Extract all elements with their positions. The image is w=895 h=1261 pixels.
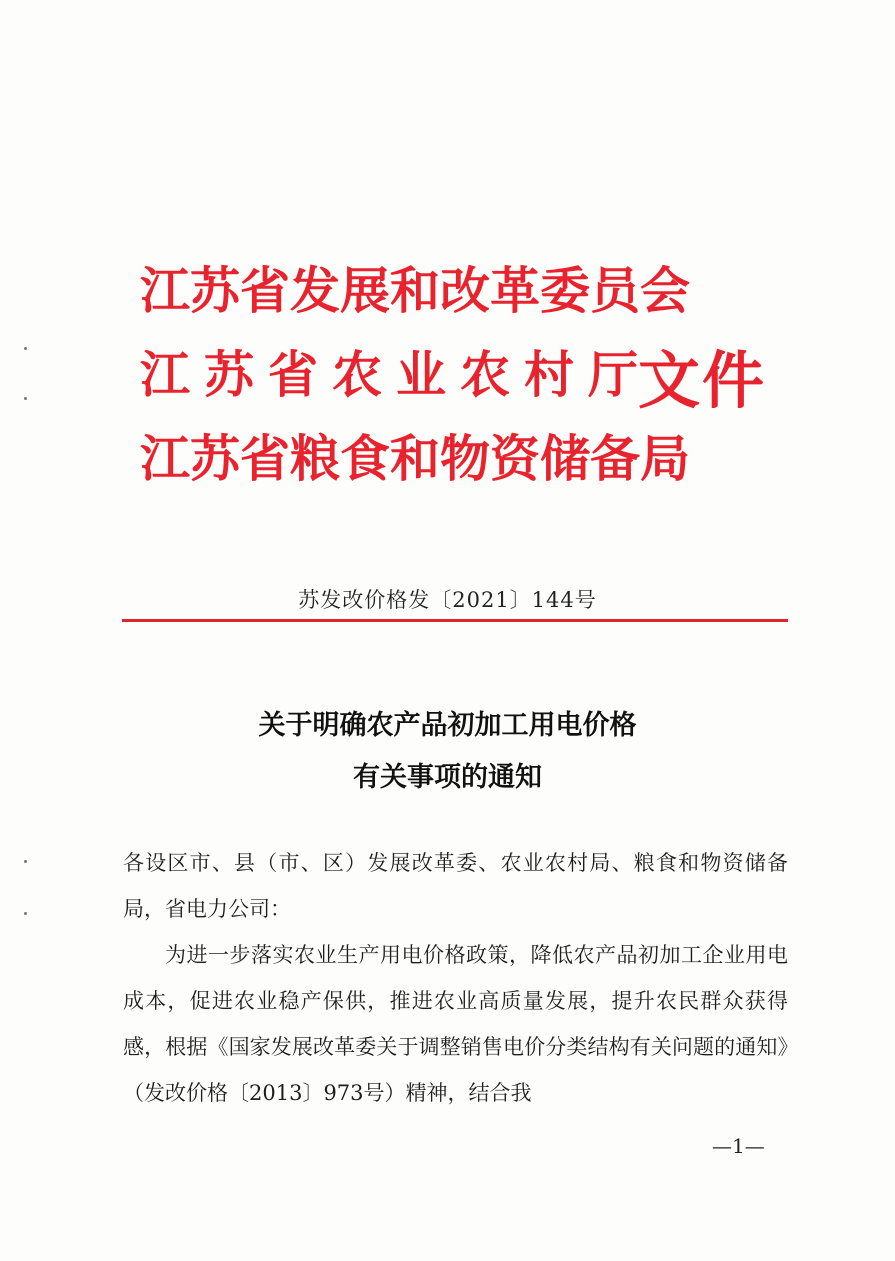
scan-speck (24, 397, 27, 400)
document-suffix: 文件 (638, 344, 767, 417)
document-title (0, 700, 895, 804)
issuer-provincial-grain-reserve-bureau: 江苏省粮食和物资储备局 (140, 430, 690, 488)
red-divider-line (122, 619, 788, 622)
addressee: 各设区市、县（市、区）发展改革委、农业农村局、粮食和物资储备局，省电力公司： (123, 851, 788, 921)
body-paragraph: 为进一步落实农业生产用电价格政策，降低农产品初加工企业用电成本，促进农业稳产保供，推进农业高质量发展，提升农民群众获得感，根据《国家发展改革委关于调整销售电价分类结构有关问题的通知》（发改价格〔2013〕973号）精神，结合我 (123, 943, 788, 1105)
issuer-provincial-agriculture-department: 江苏省农业农村厅 (140, 346, 652, 404)
scan-speck (24, 912, 27, 915)
issuing-authorities (140, 258, 780, 508)
issuer-provincial-development-reform-commission: 江苏省发展和改革委员会 (140, 262, 690, 320)
title-line-1: 关于明确农产品初加工用电价格 (258, 710, 637, 741)
document-body (123, 840, 788, 1116)
document-number: 苏发改价格发〔2021〕144号 (298, 588, 597, 612)
page-number: —1— (712, 1134, 765, 1158)
scan-speck (24, 860, 27, 863)
title-line-2: 有关事项的通知 (353, 762, 542, 793)
scan-speck (24, 347, 27, 350)
